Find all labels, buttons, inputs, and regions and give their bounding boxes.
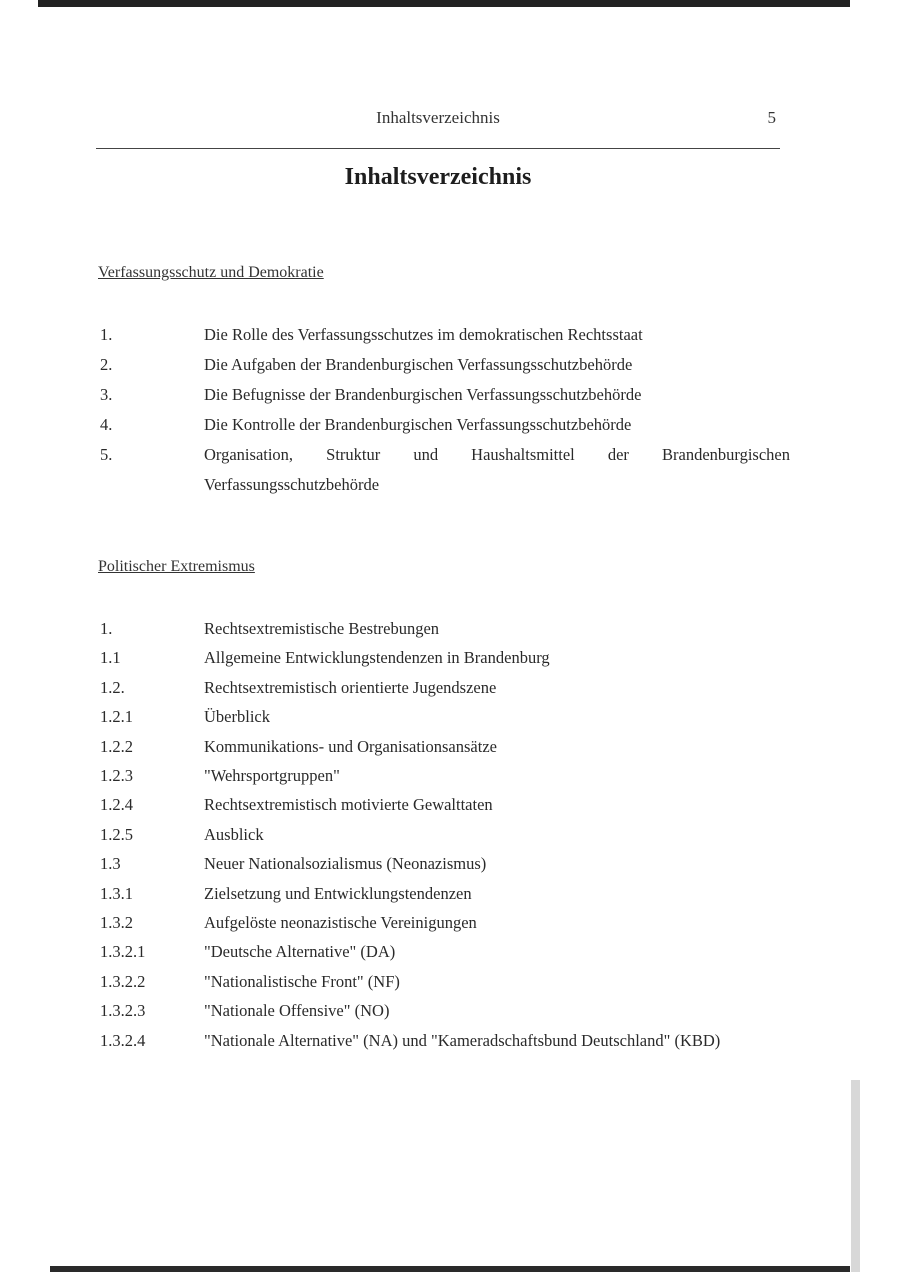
running-title: Inhaltsverzeichnis	[376, 108, 500, 127]
toc-entry	[100, 702, 790, 731]
toc-entry	[100, 320, 790, 350]
section-heading-extremismus: Politischer Extremismus	[98, 558, 255, 575]
toc-list-verfassungsschutz	[100, 320, 790, 500]
toc-entry	[100, 350, 790, 380]
toc-entry	[100, 761, 790, 790]
toc-entry-title: Ausblick	[204, 824, 264, 844]
toc-entry-title: Die Befugnisse der Brandenburgischen Verfassungsschutzbehörde	[204, 385, 642, 404]
toc-entry-title: Zielsetzung und Entwicklungstendenzen	[204, 883, 472, 903]
page-title: Inhaltsverzeichnis	[344, 164, 532, 190]
toc-entry-number: 1.3.2.1	[100, 942, 146, 962]
toc-entry-number: 1.2.4	[100, 795, 133, 815]
running-header	[96, 108, 780, 130]
toc-entry	[100, 614, 790, 643]
toc-entry	[100, 849, 790, 878]
toc-entry-number: 1.3.2.4	[100, 1030, 146, 1050]
toc-entry-title: Aufgelöste neonazistische Vereinigungen	[204, 913, 477, 933]
toc-entry-number: 1.1	[100, 648, 121, 668]
toc-entry-number: 3.	[100, 385, 113, 404]
toc-entry-title: Rechtsextremistische Bestrebungen	[204, 619, 440, 638]
toc-entry-title: "Nationale Alternative" (NA) und "Kameradschaftsbund Deutschland" (KBD)	[204, 1030, 721, 1050]
toc-entry-number: 1.2.3	[100, 766, 133, 786]
toc-entry-number: 1.3.2	[100, 913, 133, 933]
toc-entry-number: 1.3.2.2	[100, 971, 146, 991]
toc-entry-number: 1.2.1	[100, 707, 133, 727]
toc-list-extremismus	[100, 614, 790, 1055]
toc-entry	[100, 643, 790, 672]
toc-entry-number: 4.	[100, 415, 113, 434]
toc-entry-number: 1.	[100, 325, 113, 344]
toc-entry-title: Neuer Nationalsozialismus (Neonazismus)	[204, 854, 487, 874]
toc-entry-number: 1.2.	[100, 677, 125, 697]
toc-entry-title: Rechtsextremistisch orientierte Jugendszene	[204, 677, 497, 697]
toc-entry	[100, 1026, 790, 1055]
toc-entry-title: Die Aufgaben der Brandenburgischen Verfassungsschutzbehörde	[204, 355, 633, 374]
toc-entry	[100, 440, 790, 500]
toc-entry-title: Organisation, Struktur und Haushaltsmittel der Brandenburgischen Verfassungsschutzbehörde	[204, 445, 790, 494]
toc-entry	[100, 879, 790, 908]
toc-entry-number: 1.2.2	[100, 736, 133, 756]
toc-entry	[100, 380, 790, 410]
scan-edge-bottom	[50, 1266, 850, 1272]
toc-entry	[100, 967, 790, 996]
toc-entry-number: 1.3.1	[100, 883, 133, 903]
toc-entry-title: "Wehrsportgruppen"	[204, 766, 340, 786]
toc-entry-title: "Nationalistische Front" (NF)	[204, 971, 400, 991]
header-rule	[96, 148, 780, 149]
toc-entry-title: Allgemeine Entwicklungstendenzen in Brandenburg	[204, 648, 550, 668]
toc-entry-title: Kommunikations- und Organisationsansätze	[204, 736, 497, 756]
toc-entry-number: 5.	[100, 445, 113, 464]
scan-edge-right	[851, 1080, 860, 1272]
toc-entry-number: 2.	[100, 355, 113, 374]
toc-entry	[100, 673, 790, 702]
toc-entry	[100, 937, 790, 966]
section-heading-verfassungsschutz: Verfassungsschutz und Demokratie	[98, 264, 324, 281]
toc-entry	[100, 790, 790, 819]
toc-entry	[100, 820, 790, 849]
toc-entry-title: "Deutsche Alternative" (DA)	[204, 942, 396, 962]
page-number: 5	[767, 108, 776, 127]
scan-edge-top	[38, 0, 850, 7]
toc-entry	[100, 732, 790, 761]
toc-entry-title: Die Kontrolle der Brandenburgischen Verfassungsschutzbehörde	[204, 415, 632, 434]
toc-entry-number: 1.2.5	[100, 824, 133, 844]
toc-entry-title: "Nationale Offensive" (NO)	[204, 1001, 390, 1021]
toc-entry-title: Überblick	[204, 707, 270, 727]
toc-entry	[100, 410, 790, 440]
toc-entry	[100, 996, 790, 1025]
toc-entry-title: Rechtsextremistisch motivierte Gewalttaten	[204, 795, 493, 815]
toc-entry	[100, 908, 790, 937]
toc-entry-number: 1.3	[100, 854, 121, 874]
toc-entry-number: 1.3.2.3	[100, 1001, 146, 1021]
toc-entry-title: Die Rolle des Verfassungsschutzes im demokratischen Rechtsstaat	[204, 325, 643, 344]
toc-entry-number: 1.	[100, 619, 113, 638]
